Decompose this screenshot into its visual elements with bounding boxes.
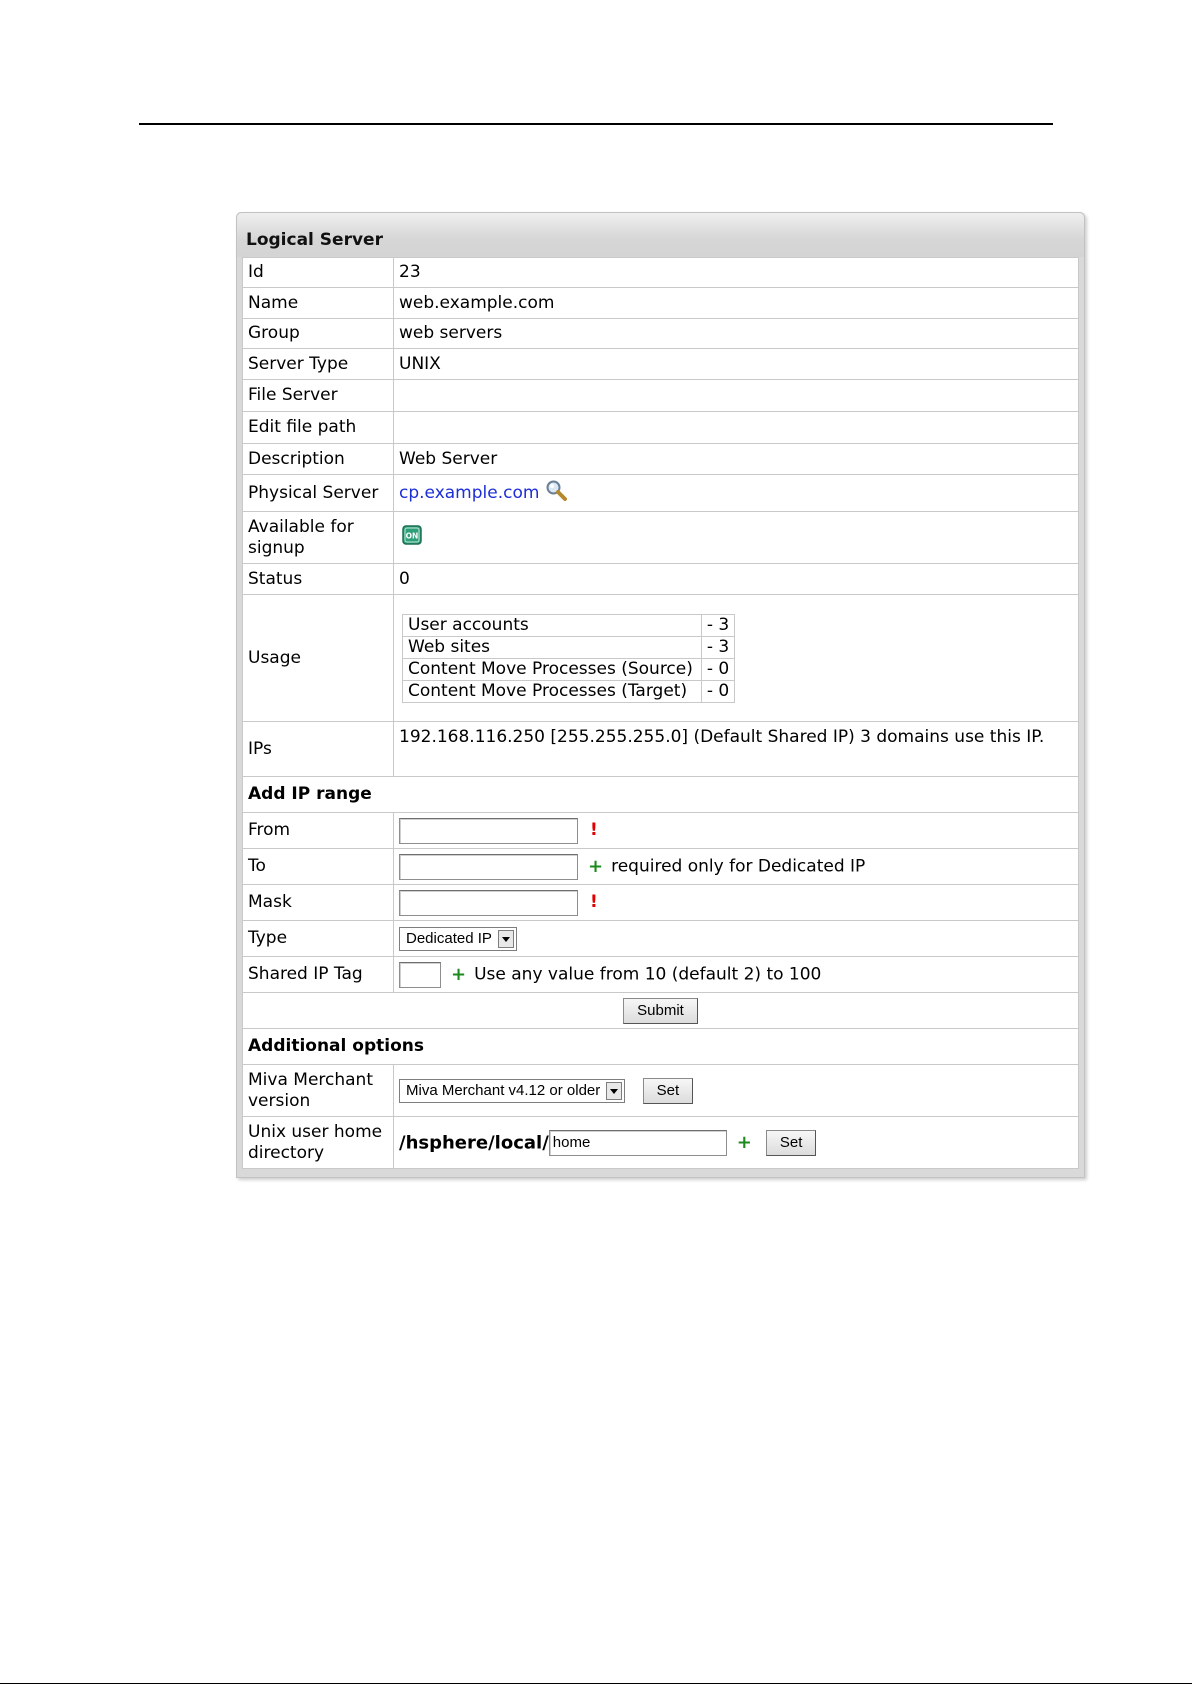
type-select[interactable] — [399, 927, 517, 951]
logical-server-panel — [236, 212, 1085, 1178]
panel-title: Logical Server — [246, 230, 383, 250]
server-type-label: Server Type — [243, 349, 394, 380]
section-additional-options — [243, 1029, 1079, 1065]
shared-ip-tag-input[interactable] — [399, 962, 441, 988]
usage-row: Content Move Processes (Target) - 0 — [403, 680, 735, 702]
ips-value: 192.168.116.250 [255.255.255.0] (Default Shared IP) 3 domains use this IP. — [394, 722, 1079, 777]
row-name — [243, 288, 1079, 319]
group-value: web servers — [394, 319, 1079, 349]
id-value: 23 — [394, 258, 1079, 288]
edit-file-path-label: Edit file path — [243, 412, 394, 444]
miva-set-button[interactable]: Set — [643, 1078, 694, 1104]
to-cell — [394, 849, 1079, 885]
optional-mark: + — [736, 1132, 752, 1153]
from-label: From — [243, 813, 394, 849]
group-label: Group — [243, 319, 394, 349]
physical-server-label: Physical Server — [243, 475, 394, 512]
usage-row: Web sites - 3 — [403, 636, 735, 658]
unix-home-label: Unix user home directory — [243, 1117, 394, 1169]
row-status — [243, 564, 1079, 595]
physical-server-link[interactable]: cp.example.com — [399, 483, 540, 503]
top-rule — [139, 123, 1053, 125]
submit-button[interactable]: Submit — [623, 998, 698, 1024]
required-mark: ! — [590, 892, 598, 912]
available-for-signup-label: Available for signup — [243, 512, 394, 564]
type-cell — [394, 921, 1079, 957]
mask-label: Mask — [243, 885, 394, 921]
edit-file-path-value — [394, 412, 1079, 444]
logical-server-table — [242, 257, 1079, 1169]
usage-row: Content Move Processes (Source) - 0 — [403, 658, 735, 680]
from-input[interactable] — [399, 818, 578, 844]
file-server-label: File Server — [243, 380, 394, 412]
mask-cell — [394, 885, 1079, 921]
add-ip-range-title: Add IP range — [243, 777, 1079, 813]
unix-home-set-button[interactable]: Set — [766, 1130, 817, 1156]
on-toggle-icon[interactable] — [402, 525, 422, 551]
row-file-server — [243, 380, 1079, 412]
row-shared-ip-tag — [243, 957, 1079, 993]
required-mark: ! — [590, 820, 598, 840]
row-id — [243, 258, 1079, 288]
miva-selected-value: Miva Merchant v4.12 or older — [406, 1082, 601, 1099]
row-miva-merchant — [243, 1065, 1079, 1117]
to-input[interactable] — [399, 854, 578, 880]
row-to — [243, 849, 1079, 885]
mask-input[interactable] — [399, 890, 578, 916]
to-label: To — [243, 849, 394, 885]
ips-label: IPs — [243, 722, 394, 777]
description-value: Web Server — [394, 444, 1079, 475]
available-for-signup-cell — [394, 512, 1079, 564]
magnifier-icon[interactable] — [545, 479, 567, 507]
row-type — [243, 921, 1079, 957]
status-label: Status — [243, 564, 394, 595]
name-value: web.example.com — [394, 288, 1079, 319]
server-type-value: UNIX — [394, 349, 1079, 380]
unix-home-input[interactable]: home — [549, 1130, 727, 1156]
dropdown-arrow-icon[interactable] — [498, 930, 514, 948]
physical-server-cell — [394, 475, 1079, 512]
name-label: Name — [243, 288, 394, 319]
row-unix-home — [243, 1117, 1079, 1169]
svg-text:ON: ON — [405, 531, 419, 540]
description-label: Description — [243, 444, 394, 475]
additional-options-title: Additional options — [243, 1029, 1079, 1065]
row-available-for-signup — [243, 512, 1079, 564]
to-hint: required only for Dedicated IP — [611, 856, 866, 876]
unix-home-cell — [394, 1117, 1079, 1169]
usage-label: Usage — [243, 595, 394, 722]
shared-ip-tag-label: Shared IP Tag — [243, 957, 394, 993]
row-edit-file-path — [243, 412, 1079, 444]
file-server-value — [394, 380, 1079, 412]
shared-ip-tag-hint: Use any value from 10 (default 2) to 100 — [474, 964, 822, 984]
row-submit — [243, 993, 1079, 1029]
optional-mark: + — [588, 856, 604, 877]
row-description — [243, 444, 1079, 475]
panel-header — [237, 213, 1084, 257]
from-cell — [394, 813, 1079, 849]
row-ips — [243, 722, 1079, 777]
row-server-type — [243, 349, 1079, 380]
row-physical-server — [243, 475, 1079, 512]
section-add-ip-range — [243, 777, 1079, 813]
shared-ip-tag-cell — [394, 957, 1079, 993]
unix-home-prefix: /hsphere/local/ — [399, 1132, 549, 1153]
miva-label: Miva Merchant version — [243, 1065, 394, 1117]
row-from — [243, 813, 1079, 849]
usage-table — [402, 614, 735, 703]
usage-row: User accounts - 3 — [403, 614, 735, 636]
miva-version-select[interactable] — [399, 1079, 625, 1103]
row-usage — [243, 595, 1079, 722]
id-label: Id — [243, 258, 394, 288]
type-label: Type — [243, 921, 394, 957]
optional-mark: + — [451, 964, 467, 985]
dropdown-arrow-icon[interactable] — [606, 1082, 622, 1100]
row-group — [243, 319, 1079, 349]
status-value: 0 — [394, 564, 1079, 595]
type-selected-value: Dedicated IP — [406, 930, 492, 947]
usage-cell — [394, 595, 1079, 722]
miva-cell — [394, 1065, 1079, 1117]
submit-cell — [243, 993, 1079, 1029]
row-mask — [243, 885, 1079, 921]
